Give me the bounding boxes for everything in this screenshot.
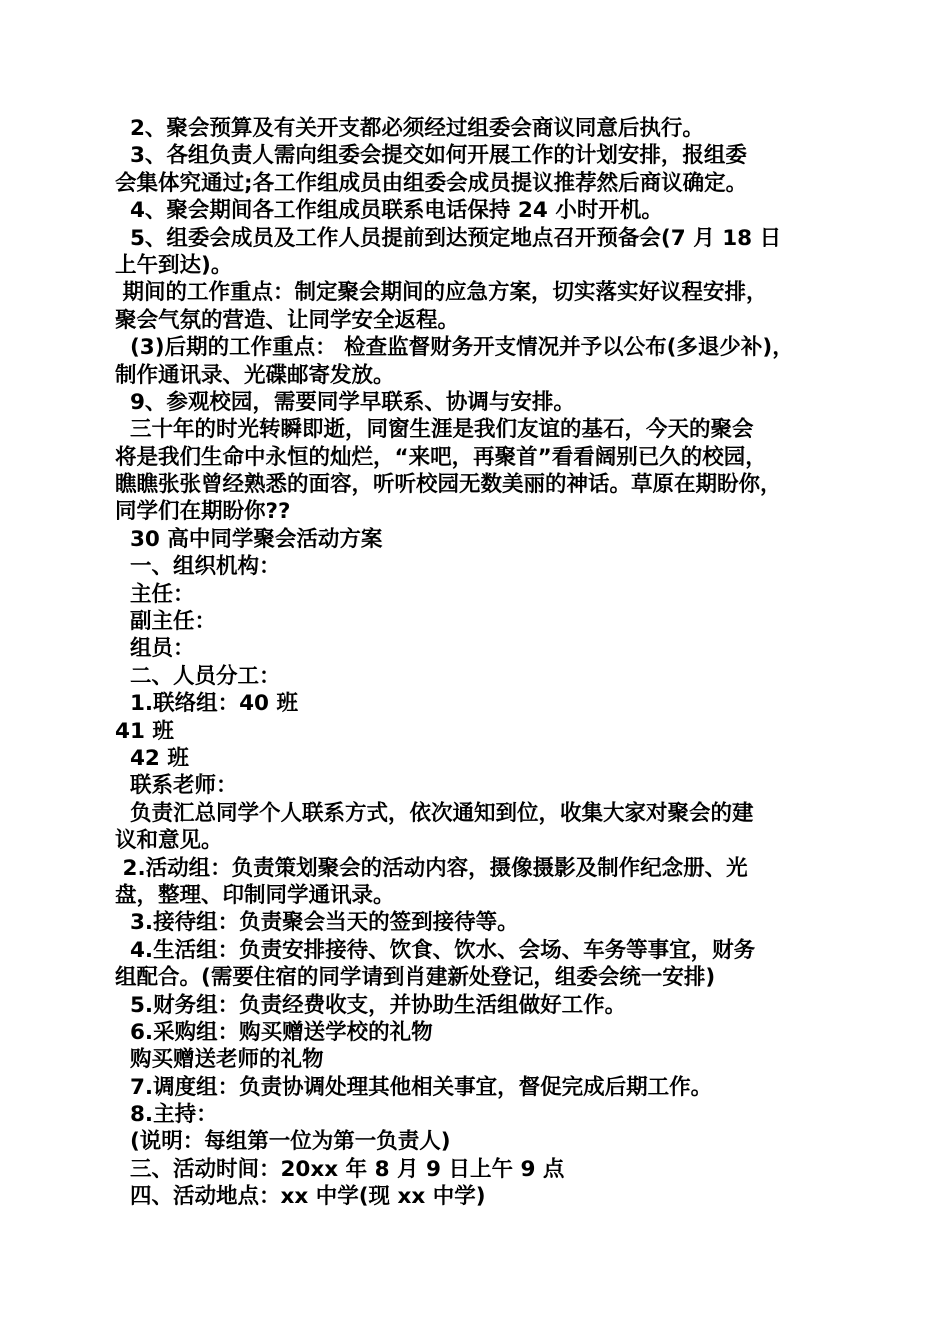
text-line: 3.接待组：负责聚会当天的签到接待等。 [115,910,519,936]
text-line: 同学们在期盼你?? [115,499,291,525]
text-line: 四、活动地点：xx 中学(现 xx 中学) [115,1184,486,1210]
text-line: 瞧瞧张张曾经熟悉的面容，听听校园无数美丽的神话。草原在期盼你， [115,472,782,498]
text-line: 5、组委会成员及工作人员提前到达预定地点召开预备会(7 月 18 日 [115,225,782,251]
text-line: 会集体究通过;各工作组成员由组委会成员提议推荐然后商议确定。 [115,170,748,196]
text-line: 制作通讯录、光碟邮寄发放。 [115,362,395,388]
text-line: 6.采购组：购买赠送学校的礼物 [115,1019,433,1045]
text-line: 联系老师： [115,773,238,799]
text-line: 一、组织机构： [115,554,281,580]
text-line: 三、活动时间：20xx 年 8 月 9 日上午 9 点 [115,1156,565,1182]
text-line: 期间的工作重点：制定聚会期间的应急方案，切实落实好议程安排， [115,280,768,306]
text-line: 上午到达)。 [115,252,233,278]
text-line: 5.财务组：负责经费收支，并协助生活组做好工作。 [115,992,627,1018]
text-line: 盘，整理、印制同学通讯录。 [115,882,395,908]
text-line: 组配合。(需要住宿的同学请到肖建新处登记，组委会统一安排) [115,965,716,991]
text-line: 副主任： [115,609,216,635]
text-line: 主任： [115,581,195,607]
text-line: 1.联络组：40 班 [115,691,299,717]
text-line: 聚会气氛的营造、让同学安全返程。 [115,307,460,333]
text-line: 负责汇总同学个人联系方式，依次通知到位，收集大家对聚会的建 [115,800,754,826]
document-body [115,115,850,1211]
text-line: 4.生活组：负责安排接待、饮食、饮水、会场、车务等事宜，财务 [115,937,756,963]
text-line: 将是我们生命中永恒的灿烂，“来吧，再聚首”看看阔别已久的校园， [115,444,767,470]
text-line: 议和意见。 [115,828,223,854]
text-line: 2、聚会预算及有关开支都必须经过组委会商议同意后执行。 [115,116,704,141]
text-line: 组员： [115,636,195,662]
text-line: (3)后期的工作重点： 检查监督财务开支情况并予以公布(多退少补)， [115,335,794,361]
text-line: 8.主持： [115,1102,218,1128]
text-line: (说明：每组第一位为第一负责人) [115,1129,451,1155]
text-line: 42 班 [115,745,189,771]
text-line: 三十年的时光转瞬即逝，同窗生涯是我们友谊的基石，今天的聚会 [115,417,754,443]
text-line: 2.活动组：负责策划聚会的活动内容，摄像摄影及制作纪念册、光 [115,855,748,881]
text-line: 9、参观校园，需要同学早联系、协调与安排。 [115,389,575,415]
text-line: 二、人员分工： [115,663,281,689]
text-line: 3、各组负责人需向组委会提交如何开展工作的计划安排，报组委 [115,143,747,169]
text-line: 购买赠送老师的礼物 [115,1047,324,1073]
text-line: 7.调度组：负责协调处理其他相关事宜，督促完成后期工作。 [115,1074,713,1100]
text-line: 30 高中同学聚会活动方案 [115,526,383,552]
text-line: 4、聚会期间各工作组成员联系电话保持 24 小时开机。 [115,198,663,224]
text-line: 41 班 [115,718,174,744]
